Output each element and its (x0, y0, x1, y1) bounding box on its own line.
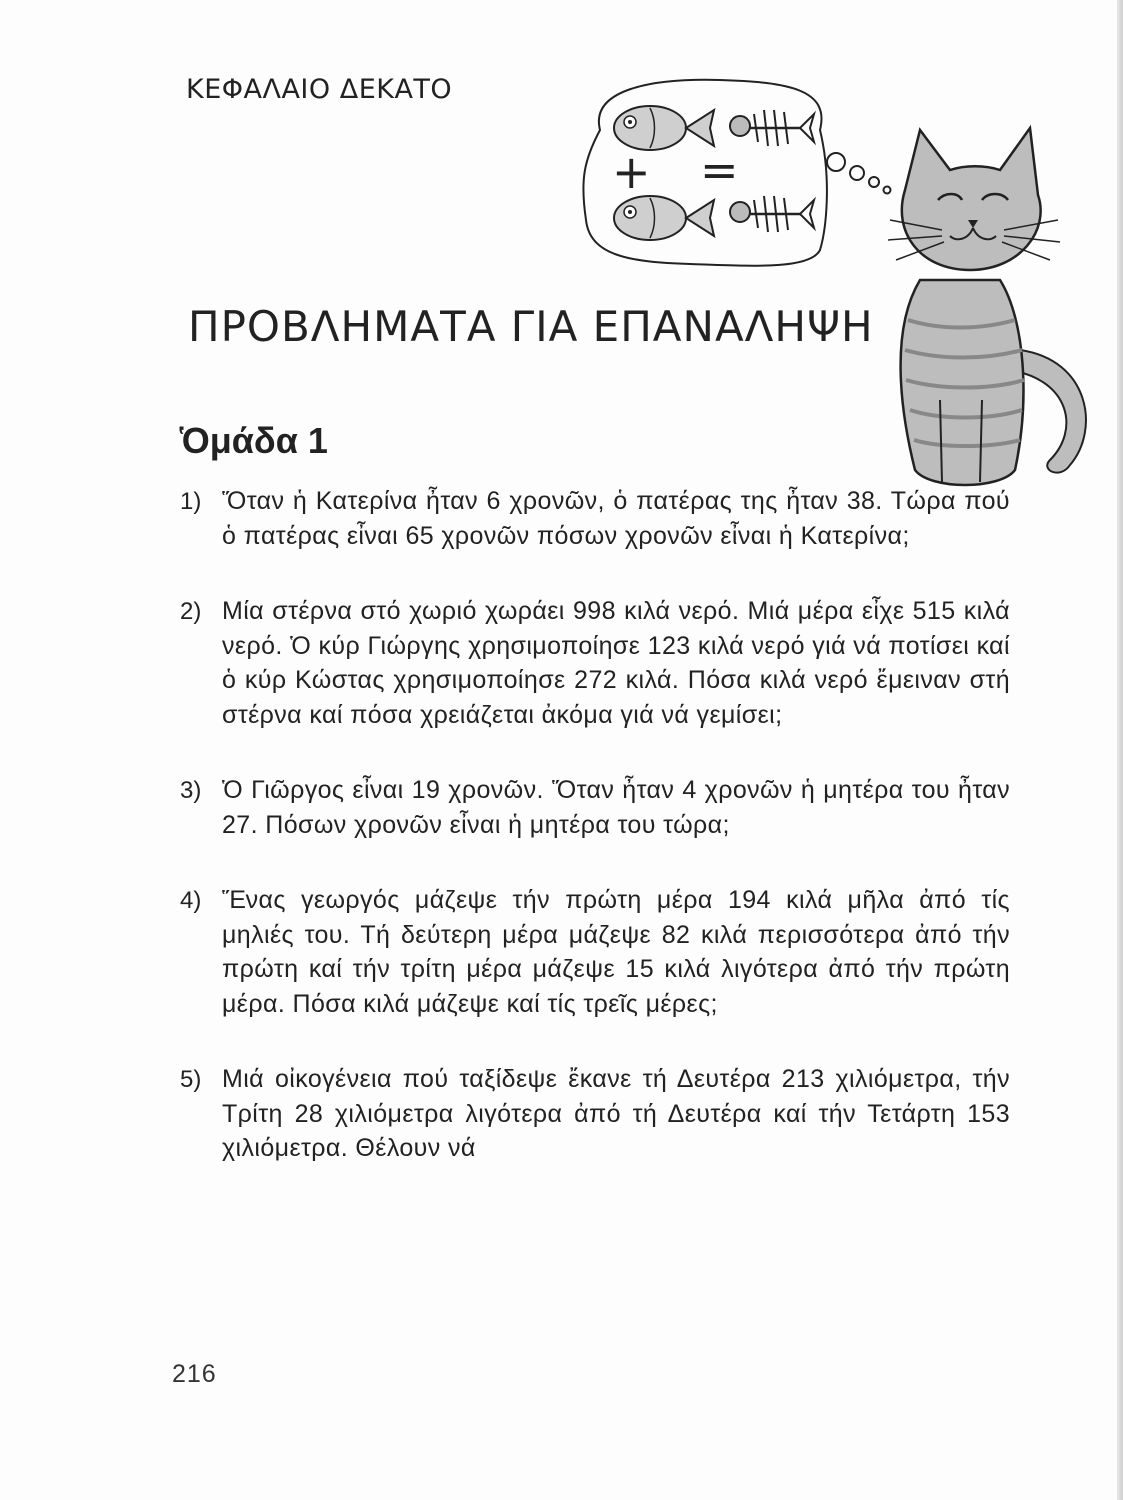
problem-number: 2) (180, 598, 202, 625)
problem-text: Μία στέρνα στό χωριό χωράει 998 κιλά νερό. Μιά μέρα εἶχε 515 κιλά νερό. Ὁ κύρ Γιώργης χρησιμοποίησε 123 κιλά νερό γιά νά ποτίσει καί ὁ κύρ Κώστας χρησιμοποίησε 272 κιλά. Πόσα κιλά νερό ἔμειναν στή στέρνα καί πόσα χρειάζεται ἀκόμα γιά νά γεμίσει; (222, 597, 1010, 729)
page-title: ΠΡΟΒΛΗΜΑΤΑ ΓΙΑ ΕΠΑΝΑΛΗΨΗ (188, 302, 874, 351)
problem-list (180, 484, 1010, 1207)
problem-item (180, 484, 1010, 553)
equals-sign: = (700, 143, 739, 197)
problem-text: Μιά οἰκογένεια πού ταξίδεψε ἔκανε τή Δευτέρα 213 χιλιόμετρα, τήν Τρίτη 28 χιλιόμετρα λιγότερα ἀπό τή Δευτέρα καί τήν Τετάρτη 153 χιλιόμετρα. Θέλουν νά (222, 1065, 1010, 1162)
problem-item (180, 773, 1010, 842)
problem-item (180, 883, 1010, 1021)
plus-sign: + (612, 145, 651, 199)
problem-item (180, 1062, 1010, 1166)
group-heading: Ὁμάδα 1 (180, 420, 328, 461)
cat-thinking-fish-illustration (570, 70, 1100, 510)
problem-number: 3) (180, 777, 202, 804)
fish-icon (614, 106, 714, 150)
bubble-dot (850, 166, 864, 180)
bubble-dot (884, 187, 891, 194)
problem-number: 1) (180, 488, 202, 515)
page-edge (1117, 0, 1123, 1500)
problem-text: Ὅταν ἡ Κατερίνα ἦταν 6 χρονῶν, ὁ πατέρας της ἦταν 38. Τώρα πού ὁ πατέρας εἶναι 65 χρονῶν πόσων χρονῶν εἶναι ἡ Κατερίνα; (222, 487, 1010, 550)
page-number: 216 (172, 1360, 217, 1388)
fish-skeleton-icon (730, 196, 814, 232)
problem-number: 4) (180, 887, 202, 914)
chapter-label: ΚΕΦΑΛΑΙΟ ΔΕΚΑΤΟ (186, 74, 453, 105)
problem-text: Ἕνας γεωργός μάζεψε τήν πρώτη μέρα 194 κιλά μῆλα ἀπό τίς μηλιές του. Τή δεύτερη μέρα μάζεψε 82 κιλά περισσότερα ἀπό τήν πρώτη καί τήν τρίτη μέρα μάζεψε 15 κιλά λιγότερα ἀπό τήν πρώτη μέρα. Πόσα κιλά μάζεψε καί τίς τρεῖς μέρες; (222, 886, 1010, 1018)
bubble-dot (827, 153, 845, 171)
fish-skeleton-icon (730, 110, 814, 146)
fish-icon (614, 196, 714, 240)
problem-item (180, 594, 1010, 732)
cat-icon (888, 128, 1086, 485)
bubble-dot (869, 177, 879, 187)
problem-number: 5) (180, 1066, 202, 1093)
problem-text: Ὁ Γιῶργος εἶναι 19 χρονῶν. Ὅταν ἦταν 4 χρονῶν ἡ μητέρα του ἦταν 27. Πόσων χρονῶν εἶναι ἡ μητέρα του τώρα; (222, 776, 1010, 839)
